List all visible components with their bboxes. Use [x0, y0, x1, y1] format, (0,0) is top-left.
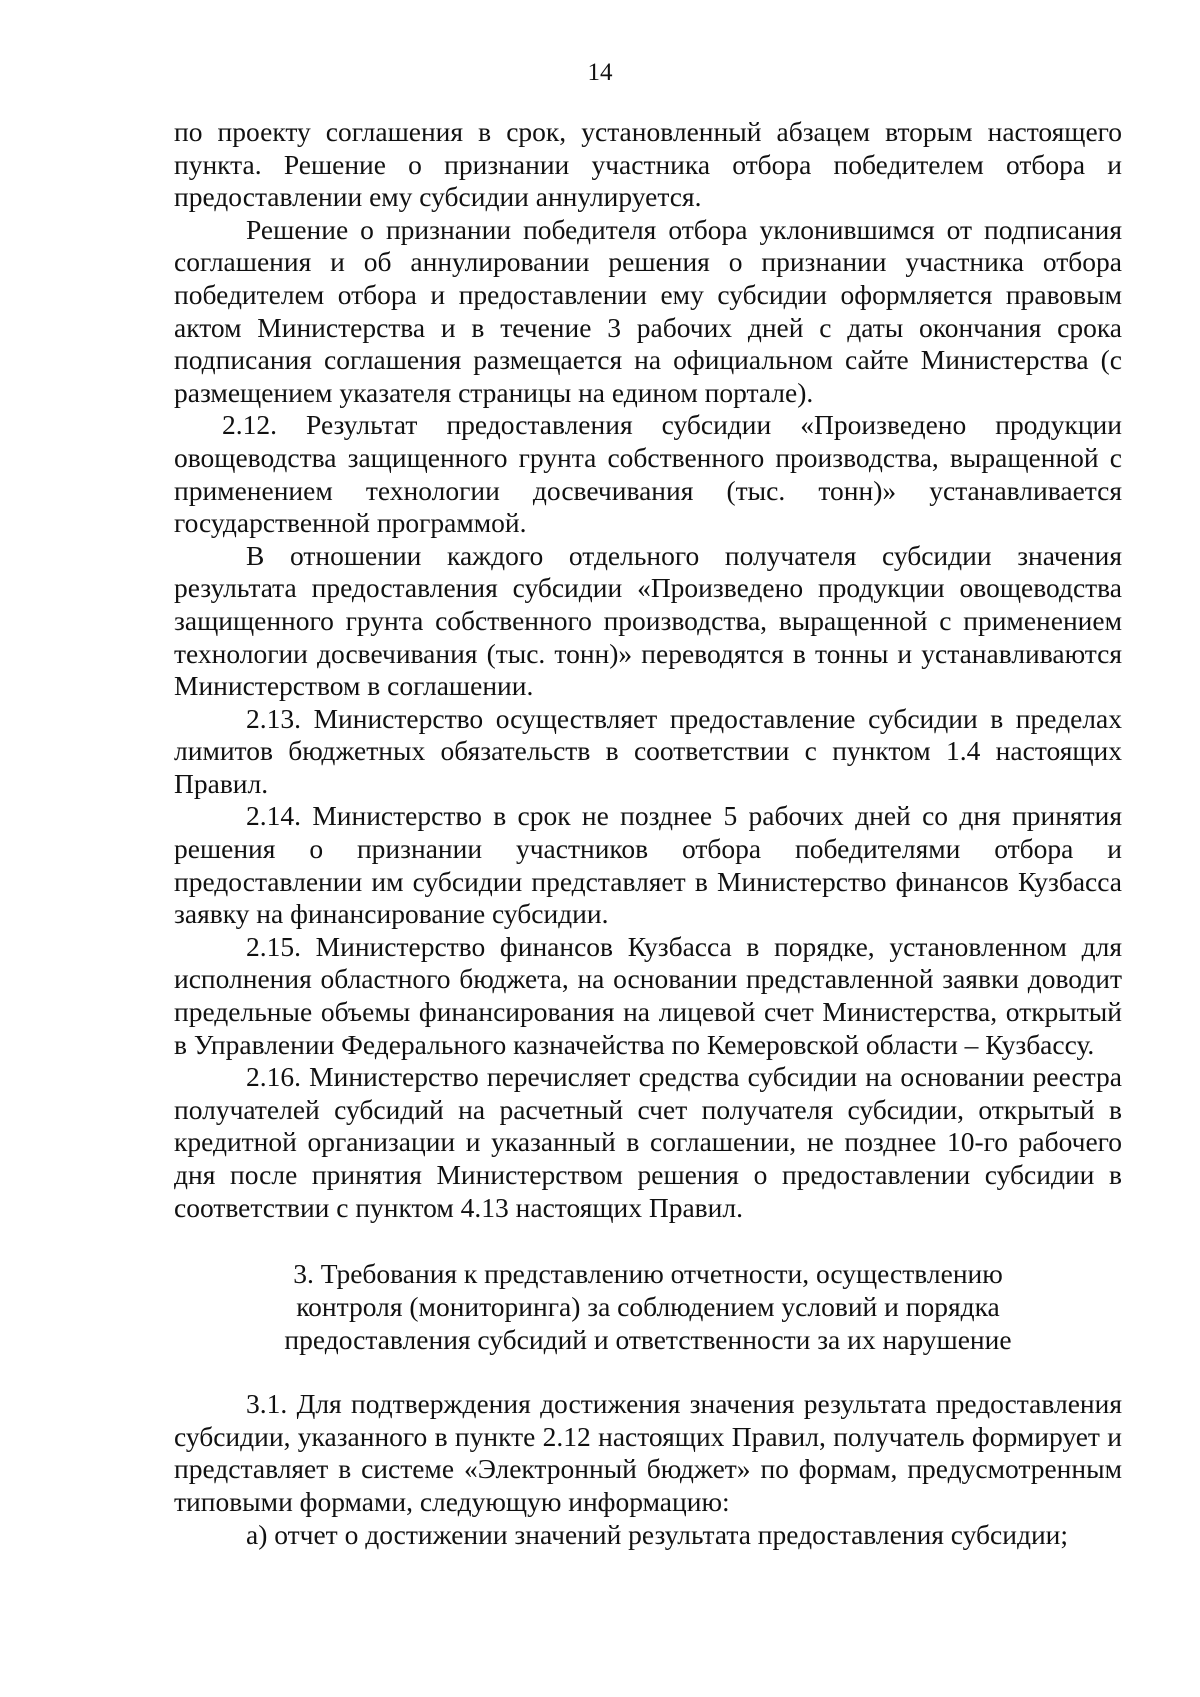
section-heading: 3. Требования к представлению отчетности, осуществлению контроля (мониторинга) за соблюдением условий и порядка предоставления субсидий и ответственности за их нарушение	[284, 1258, 1012, 1356]
paragraph-result-values: В отношении каждого отдельного получателя субсидии значения результата предоставления субсидии «Произведено продукции овощеводства защищенного грунта собственного производства, выращенной с применением технологии досвечивания (тыс. тонн)» переводятся в тонны и устанавливаются Министерством в соглашении.	[174, 539, 1122, 702]
paragraph-2-15: 2.15. Министерство финансов Кузбасса в порядке, установленном для исполнения областного бюджета, на основании представленной заявки доводит предельные объемы финансирования на лицевой счет Министерства, открытый в Управлении Федерального казначейства по Кемеровской области – Кузбассу.	[174, 930, 1122, 1060]
paragraph-2-14: 2.14. Министерство в срок не позднее 5 рабочих дней со дня принятия решения о признании участников отбора победителями отбора и предоставлении им субсидии представляет в Министерство финансов Кузбасса заявку на финансирование субсидии.	[174, 800, 1122, 930]
paragraph-2-13: 2.13. Министерство осуществляет предоставление субсидии в пределах лимитов бюджетных обязательств в соответствии с пунктом 1.4 настоящих Правил.	[174, 702, 1122, 799]
paragraph-3-1-a: а) отчет о достижении значений результата предоставления субсидии;	[246, 1518, 1069, 1550]
document-body	[174, 116, 1122, 1551]
paragraph-2-16: 2.16. Министерство перечисляет средства субсидии на основании реестра получателей субсидий на расчетный счет получателя субсидии, открытый в кредитной организации и указанный в соглашении, не позднее 10-го рабочего дня после принятия Министерством решения о предоставлении субсидии в соответствии с пунктом 4.13 настоящих Правил.	[174, 1061, 1122, 1223]
page-number: 14	[587, 59, 613, 86]
paragraph-3-1: 3.1. Для подтверждения достижения значения результата предоставления субсидии, указанного в пункте 2.12 настоящих Правил, получатель формирует и представляет в системе «Электронный бюджет» по формам, предусмотренным типовыми формами, следующую информацию:	[174, 1388, 1122, 1517]
paragraph-continuation: по проекту соглашения в срок, установленный абзацем вторым настоящего пункта. Решение о признании участника отбора победителем отбора и предоставлении ему субсидии аннулируется.	[174, 116, 1122, 213]
paragraph-2-12: 2.12. Результат предоставления субсидии «Произведено продукции овощеводства защищенного грунта собственного производства, выращенной с применением технологии досвечивания (тыс. тонн)» устанавливается государственной программой.	[174, 409, 1122, 539]
paragraph-annulment-decision: Решение о признании победителя отбора уклонившимся от подписания соглашения и об аннулировании решения о признании участника отбора победителем отбора и предоставлении ему субсидии оформляется правовым актом Министерства и в течение 3 рабочих дней с даты окончания срока подписания соглашения размещается на официальном сайте Министерства (с размещением указателя страницы на едином портале).	[174, 213, 1122, 408]
